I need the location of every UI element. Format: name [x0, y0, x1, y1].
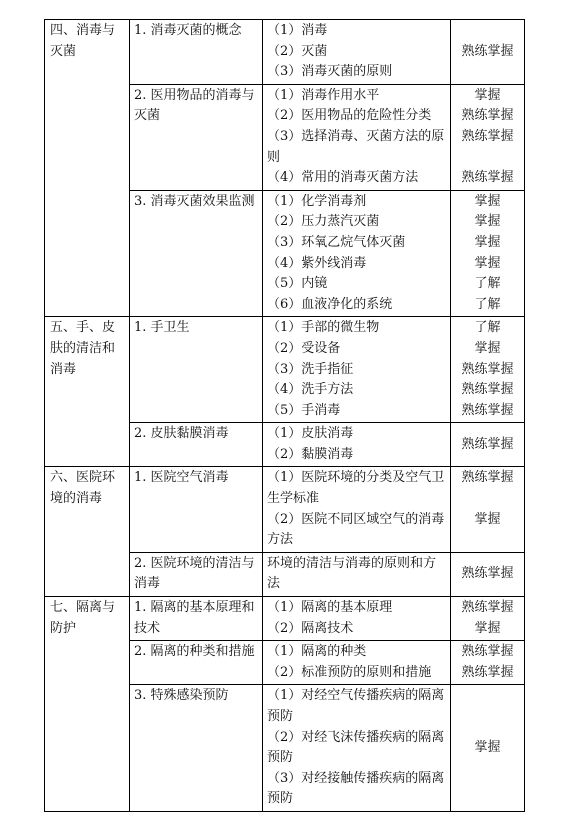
- level-item: 熟练掌握: [461, 664, 514, 680]
- level-cell: [451, 597, 525, 641]
- content-item: （1）隔离的基本原理: [267, 600, 393, 616]
- content-item: （1）隔离的种类: [267, 644, 367, 660]
- topic-cell: 3. 消毒灭菌效果监测: [130, 190, 263, 317]
- content-item: （3）选择消毒、灭菌方法的原则: [267, 128, 445, 165]
- content-item: （4）常用的消毒灭菌方法: [267, 170, 419, 186]
- topic-cell: 2. 皮肤黏膜消毒: [130, 423, 263, 467]
- section-cell: 五、手、皮肤的清洁和消毒: [45, 317, 130, 467]
- content-item: （2）黏膜消毒: [267, 446, 354, 462]
- content-item: （3）消毒灭菌的原则: [267, 64, 393, 80]
- content-item: （2）隔离技术: [267, 620, 354, 636]
- level-cell: [451, 685, 525, 812]
- level-item: 掌握: [474, 87, 501, 103]
- content-item: （1）消毒: [267, 23, 328, 38]
- level-item: 掌握: [474, 255, 501, 271]
- table-row: [45, 467, 525, 552]
- level-item: 掌握: [474, 511, 501, 527]
- level-item: 熟练掌握: [461, 470, 514, 486]
- topic-cell: 1. 手卫生: [130, 317, 263, 423]
- content-item: （1）医院环境的分类及空气卫生学标准: [267, 470, 445, 507]
- table-row: [45, 597, 525, 641]
- content-item: （2）医院不同区域空气的消毒方法: [267, 511, 445, 548]
- content-item: （2）对经飞沫传播疾病的隔离预防: [267, 729, 445, 766]
- content-item: （2）受设备: [267, 340, 341, 356]
- level-item: 了解: [474, 296, 501, 312]
- content-item: （2）灭菌: [267, 43, 328, 59]
- content-cell: [263, 597, 451, 641]
- level-item: 熟练掌握: [461, 436, 514, 452]
- level-item: 熟练掌握: [461, 43, 514, 59]
- content-item: （3）环氧乙烷气体灭菌: [267, 234, 406, 250]
- level-item: 掌握: [474, 193, 501, 209]
- section-cell: 六、医院环境的消毒: [45, 467, 130, 597]
- content-cell: [263, 685, 451, 812]
- level-item: 熟练掌握: [461, 361, 514, 377]
- syllabus-table: [44, 19, 525, 812]
- level-item: 掌握: [474, 234, 501, 250]
- content-cell: [263, 552, 451, 596]
- content-cell: [263, 467, 451, 552]
- content-cell: [263, 423, 451, 467]
- content-item: （1）皮肤消毒: [267, 426, 354, 442]
- content-item: （4）紫外线消毒: [267, 255, 367, 271]
- section-cell: 四、消毒与灭菌: [45, 20, 130, 317]
- topic-cell: 3. 特殊感染预防: [130, 685, 263, 812]
- table-row: [45, 20, 525, 85]
- level-item: 熟练掌握: [461, 600, 514, 616]
- level-item: 熟练掌握: [461, 644, 514, 660]
- content-item: （1）对经空气传播疾病的隔离预防: [267, 688, 445, 724]
- content-item: （1）消毒作用水平: [267, 87, 380, 103]
- level-item: 了解: [474, 276, 501, 292]
- level-item: 熟练掌握: [461, 566, 514, 582]
- level-item: 熟练掌握: [461, 382, 514, 398]
- content-item: （1）化学消毒剂: [267, 193, 367, 209]
- level-item: 了解: [474, 320, 501, 336]
- content-item: （2）压力蒸汽灭菌: [267, 214, 380, 230]
- content-item: （6）血液净化的系统: [267, 296, 393, 312]
- level-cell: [451, 467, 525, 552]
- content-cell: [263, 641, 451, 685]
- content-item: 环境的清洁与消毒的原则和方法: [267, 555, 437, 592]
- section-cell: 七、隔离与防护: [45, 597, 130, 812]
- content-cell: [263, 20, 451, 85]
- level-item: 熟练掌握: [461, 402, 514, 418]
- level-cell: [451, 317, 525, 423]
- topic-cell: 1. 医院空气消毒: [130, 467, 263, 552]
- topic-cell: 2. 隔离的种类和措施: [130, 641, 263, 685]
- level-item: 熟练掌握: [461, 128, 514, 144]
- level-cell: [451, 20, 525, 85]
- level-item: 掌握: [474, 620, 501, 636]
- content-cell: [263, 317, 451, 423]
- content-item: （4）洗手方法: [267, 382, 354, 398]
- level-cell: [451, 423, 525, 467]
- content-cell: [263, 84, 451, 190]
- topic-cell: 1. 隔离的基本原理和技术: [130, 597, 263, 641]
- level-item: 掌握: [474, 739, 501, 755]
- level-cell: [451, 84, 525, 190]
- content-item: （2）标准预防的原则和措施: [267, 664, 432, 680]
- level-item: 熟练掌握: [461, 170, 514, 186]
- level-cell: [451, 552, 525, 596]
- topic-cell: 2. 医院环境的清洁与消毒: [130, 552, 263, 596]
- content-item: （5）内镜: [267, 276, 328, 292]
- topic-cell: 1. 消毒灭菌的概念: [130, 20, 263, 85]
- table-row: [45, 317, 525, 423]
- level-cell: [451, 641, 525, 685]
- level-cell: [451, 190, 525, 317]
- content-item: （5）手消毒: [267, 402, 341, 418]
- level-item: 掌握: [474, 340, 501, 356]
- content-cell: [263, 190, 451, 317]
- content-item: （3）洗手指征: [267, 361, 354, 377]
- level-item: 掌握: [474, 214, 501, 230]
- content-item: （2）医用物品的危险性分类: [267, 108, 432, 124]
- content-item: （3）对经接触传播疾病的隔离预防: [267, 770, 445, 807]
- level-item: 熟练掌握: [461, 108, 514, 124]
- content-item: （1）手部的微生物: [267, 320, 380, 336]
- topic-cell: 2. 医用物品的消毒与灭菌: [130, 84, 263, 190]
